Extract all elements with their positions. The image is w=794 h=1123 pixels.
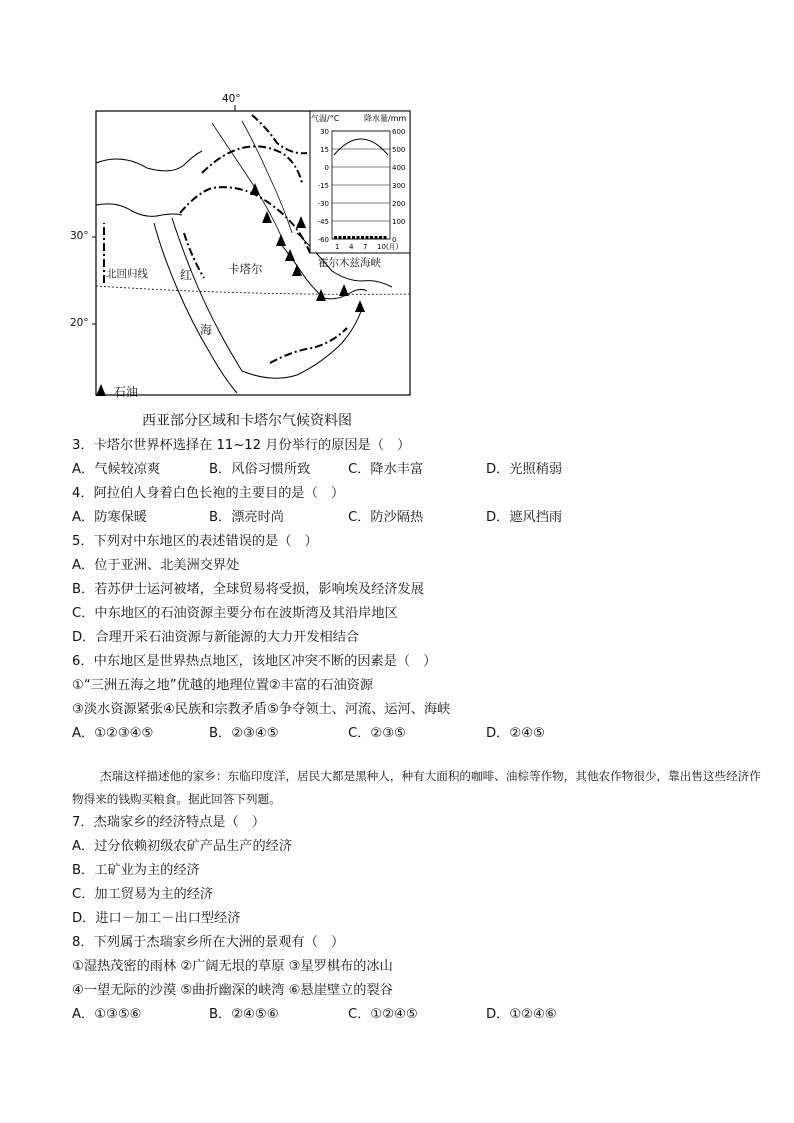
question-5-line: A．位于亚洲、北美洲交界处	[72, 558, 240, 573]
climate-temp-tick: -30	[317, 200, 329, 208]
climate-precip-tick: 500	[392, 146, 406, 154]
option: A．防寒保暖	[72, 510, 147, 525]
red-sea-label-2: 海	[200, 323, 213, 337]
climate-precip-bar	[348, 236, 351, 239]
question-7-line: A．过分依赖初级农矿产品生产的经济	[72, 839, 293, 854]
option: D．①②④⑥	[486, 1007, 557, 1022]
climate-temp-tick: 0	[324, 164, 329, 172]
option: B．②④⑤⑥	[209, 1007, 279, 1022]
climate-temp-tick: -45	[317, 218, 329, 226]
hormuz-label: 霍尔木兹海峡	[318, 257, 381, 269]
climate-temp-tick: 30	[320, 128, 329, 136]
tropic-label: 北回归线	[106, 268, 148, 280]
legend-oil-label: 石油	[114, 385, 139, 399]
question-6-line: ①“三洲五海之地”优越的地理位置②丰富的石油资源	[72, 678, 374, 693]
option: D．光照稍弱	[486, 462, 563, 477]
question-5-stem: 5．下列对中东地区的表述错误的是（ ）	[72, 534, 318, 549]
climate-precip-bar	[334, 236, 337, 239]
option: D．遮风挡雨	[486, 510, 563, 525]
climate-temp-tick: 15	[320, 146, 329, 154]
climate-precip-tick: 0	[392, 236, 397, 244]
climate-precip-tick: 100	[392, 218, 406, 226]
climate-month-tick: 7	[363, 243, 368, 251]
question-6-stem: 6．中东地区是世界热点地区，该地区冲突不断的因素是（ ）	[72, 654, 437, 669]
climate-precip-bar	[357, 236, 360, 239]
option: C．防沙隔热	[348, 510, 424, 525]
question-5-line: D．合理开采石油资源与新能源的大力开发相结合	[72, 630, 360, 645]
reading-passage: 杰瑞这样描述他的家乡：东临印度洋，居民大都是黑种人，种有大面积的咖啡、油棕等作物，其他农作物很少，靠出售这些经济作物得来的钱购买粮食。据此回答下列题。	[72, 769, 761, 806]
climate-precip-axis-title: 降水量/mm	[364, 114, 407, 123]
question-7-stem: 7．杰瑞家乡的经济特点是（ ）	[72, 815, 266, 830]
question-5-line: B．若苏伊士运河被堵，全球贸易将受损，影响埃及经济发展	[72, 582, 424, 597]
question-7-line: C．加工贸易为主的经济	[72, 887, 214, 902]
option: A．①②③④⑤	[72, 726, 154, 741]
climate-month-tick: 1	[335, 243, 340, 251]
climate-temp-tick: -60	[317, 236, 329, 244]
option: B．②③④⑤	[209, 726, 279, 741]
climate-precip-bar	[339, 236, 342, 239]
climate-month-tick: 4	[349, 243, 354, 251]
option: A．气候较凉爽	[72, 462, 161, 477]
climate-precip-tick: 400	[392, 164, 406, 172]
climate-precip-bar	[361, 236, 364, 239]
option: C．降水丰富	[348, 462, 424, 477]
question-7-line: D．进口－加工－出口型经济	[72, 911, 241, 926]
qatar-label: 卡塔尔	[228, 262, 263, 276]
option: C．②③⑤	[348, 726, 406, 741]
option: B．漂亮时尚	[209, 510, 284, 525]
climate-precip-bar	[343, 236, 346, 239]
west-asia-map	[70, 93, 422, 409]
option: D．②④⑤	[486, 726, 545, 741]
climate-temp-axis-title: 气温/°C	[311, 114, 340, 123]
option: B．风俗习惯所致	[209, 462, 311, 477]
map-drawing	[92, 93, 422, 409]
climate-precip-tick: 600	[392, 128, 406, 136]
climate-precip-bar	[352, 236, 355, 239]
question-8-stem: 8．下列属于杰瑞家乡所在大洲的景观有（ ）	[72, 935, 345, 950]
climate-temp-tick: -15	[317, 182, 329, 190]
climate-precip-bar	[375, 236, 378, 239]
option: A．①③⑤⑥	[72, 1007, 142, 1022]
climate-precip-tick: 200	[392, 200, 406, 208]
question-4-stem: 4．阿拉伯人身着白色长袍的主要目的是（ ）	[72, 486, 345, 501]
red-sea-label-1: 红	[180, 268, 193, 282]
question-8-line: ④一望无际的沙漠 ⑤曲折幽深的峡湾 ⑥悬崖壁立的裂谷	[72, 983, 393, 998]
climate-precip-bar	[384, 236, 387, 239]
figure-caption: 西亚部分区域和卡塔尔气候资料图	[142, 413, 352, 429]
climate-precip-bar	[366, 236, 369, 239]
question-3-stem: 3．卡塔尔世界杯选择在 11~12 月份举行的原因是（ ）	[72, 438, 411, 453]
lat30-label: 30°	[70, 230, 89, 242]
question-8-line: ①湿热茂密的雨林 ②广阔无垠的草原 ③星罗棋布的冰山	[72, 959, 393, 974]
question-5-line: C．中东地区的石油资源主要分布在波斯湾及其沿岸地区	[72, 606, 398, 621]
climate-precip-bar	[370, 236, 373, 239]
option: C．①②④⑤	[348, 1007, 418, 1022]
question-6-line: ③淡水资源紧张④民族和宗教矛盾⑤争夺领土、河流、运河、海峡	[72, 702, 451, 717]
climate-precip-bar	[379, 236, 382, 239]
lon-label: 40°	[222, 93, 241, 105]
question-7-line: B．工矿业为主的经济	[72, 863, 200, 878]
lat20-label: 20°	[70, 317, 89, 329]
climate-month-tick: 10(月)	[377, 243, 399, 251]
climate-precip-tick: 300	[392, 182, 406, 190]
